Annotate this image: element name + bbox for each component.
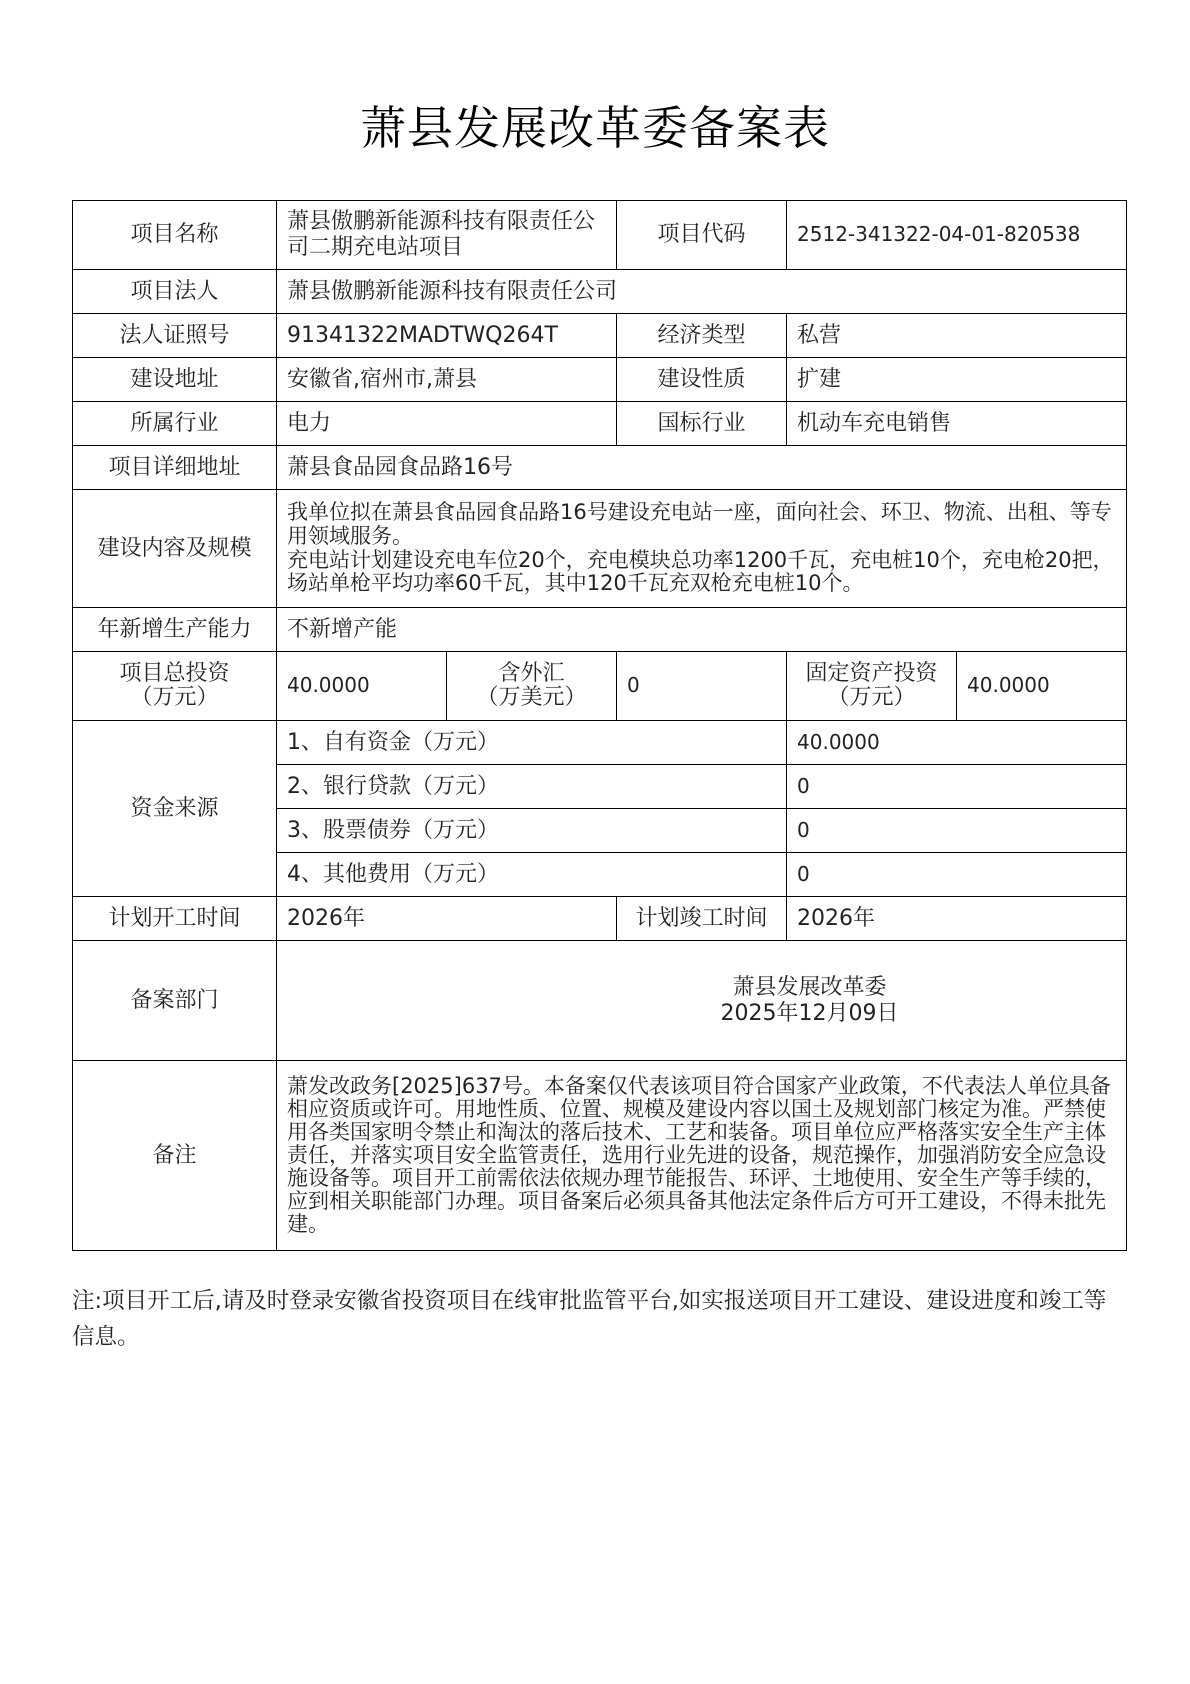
funding-item-label: 2、银行贷款（万元） xyxy=(277,765,787,809)
scope-value xyxy=(277,490,1127,608)
nature-label: 建设性质 xyxy=(617,358,787,402)
project-name-label: 项目名称 xyxy=(73,201,277,270)
scope-label: 建设内容及规模 xyxy=(73,490,277,608)
capacity-label: 年新增生产能力 xyxy=(73,608,277,652)
row-scope xyxy=(73,490,1127,608)
project-name-value: 萧县傲鹏新能源科技有限责任公司二期充电站项目 xyxy=(277,201,617,270)
start-time-label: 计划开工时间 xyxy=(73,897,277,941)
funding-item-label: 4、其他费用（万元） xyxy=(277,853,787,897)
total-invest-label xyxy=(73,652,277,721)
foreign-label-line1: 含外汇 xyxy=(498,661,565,687)
total-invest-label-line2: （万元） xyxy=(130,685,219,710)
finish-time-label: 计划竣工时间 xyxy=(617,897,787,941)
funding-item-label: 1、自有资金（万元） xyxy=(277,721,787,765)
address-label: 项目详细地址 xyxy=(73,446,277,490)
fixed-invest-value: 40.0000 xyxy=(957,652,1127,721)
legal-person-label: 项目法人 xyxy=(73,270,277,314)
location-value: 安徽省,宿州市,萧县 xyxy=(277,358,617,402)
finish-time-value: 2026年 xyxy=(787,897,1127,941)
remark-value: 萧发改政务[2025]637号。本备案仅代表该项目符合国家产业政策，不代表法人单位具备相应资质或许可。用地性质、位置、规模及建设内容以国土及规划部门核定为准。严禁使用各类国家明令禁止和淘汰的落后技术、工艺和装备。项目单位应严格落实安全生产主体责任，并落实项目安全监管责任，选用行业先进的设备，规范操作，加强消防安全应急设施设备等。项目开工前需依法依规办理节能报告、环评、土地使用、安全生产等手续的，应到相关职能部门办理。项目备案后必须具备其他法定条件后方可开工建设，不得未批先建。 xyxy=(277,1061,1127,1251)
funding-item-value: 40.0000 xyxy=(787,721,1127,765)
foreign-label-line2: （万美元） xyxy=(476,685,587,710)
row-remark xyxy=(73,1061,1127,1251)
department-stamp xyxy=(277,941,1127,1061)
footer-note: 注:项目开工后,请及时登录安徽省投资项目在线审批监管平台,如实报送项目开工建设、建设进度和竣工等信息。 xyxy=(72,1288,1107,1350)
row-address xyxy=(73,446,1127,490)
row-legal-person xyxy=(73,270,1127,314)
capacity-value: 不新增产能 xyxy=(277,608,1127,652)
row-project-name xyxy=(73,201,1127,270)
row-industry xyxy=(73,402,1127,446)
nature-value: 扩建 xyxy=(787,358,1127,402)
funding-item-value: 0 xyxy=(787,853,1127,897)
industry-value: 电力 xyxy=(277,402,617,446)
funding-label: 资金来源 xyxy=(73,721,277,897)
row-schedule xyxy=(73,897,1127,941)
industry-label: 所属行业 xyxy=(73,402,277,446)
scope-line-2: 充电站计划建设充电车位20个，充电模块总功率1200千瓦，充电桩10个，充电枪20把，场站单枪平均功率60千瓦，其中120千瓦充双枪充电桩10个。 xyxy=(287,547,1114,596)
foreign-value: 0 xyxy=(617,652,787,721)
department-label: 备案部门 xyxy=(73,941,277,1061)
project-code-value: 2512-341322-04-01-820538 xyxy=(787,201,1127,270)
total-invest-value: 40.0000 xyxy=(277,652,447,721)
start-time-value: 2026年 xyxy=(277,897,617,941)
row-department xyxy=(73,941,1127,1061)
row-funding-1 xyxy=(73,721,1127,765)
national-industry-label: 国标行业 xyxy=(617,402,787,446)
department-date: 2025年12月09日 xyxy=(720,1000,899,1026)
funding-item-value: 0 xyxy=(787,809,1127,853)
funding-item-value: 0 xyxy=(787,765,1127,809)
foreign-label xyxy=(447,652,617,721)
funding-item-label: 3、股票债券（万元） xyxy=(277,809,787,853)
license-value: 91341322MADTWQ264T xyxy=(277,314,617,358)
row-capacity xyxy=(73,608,1127,652)
fixed-invest-label-line2: （万元） xyxy=(827,685,916,710)
page-title: 萧县发展改革委备案表 xyxy=(360,101,830,155)
row-location xyxy=(73,358,1127,402)
row-license xyxy=(73,314,1127,358)
location-label: 建设地址 xyxy=(73,358,277,402)
remark-label: 备注 xyxy=(73,1061,277,1251)
license-label: 法人证照号 xyxy=(73,314,277,358)
department-name: 萧县发展改革委 xyxy=(732,974,887,1000)
fixed-invest-label xyxy=(787,652,957,721)
record-form-table xyxy=(72,200,1127,1251)
project-code-label: 项目代码 xyxy=(617,201,787,270)
economy-type-label: 经济类型 xyxy=(617,314,787,358)
national-industry-value: 机动车充电销售 xyxy=(787,402,1127,446)
address-value: 萧县食品园食品路16号 xyxy=(277,446,1127,490)
scope-line-1: 我单位拟在萧县食品园食品路16号建设充电站一座，面向社会、环卫、物流、出租、等专用领域服务。 xyxy=(287,500,1112,548)
fixed-invest-label-line1: 固定资产投资 xyxy=(805,661,938,687)
legal-person-value: 萧县傲鹏新能源科技有限责任公司 xyxy=(277,270,1127,314)
row-investment xyxy=(73,652,1127,721)
economy-type-value: 私营 xyxy=(787,314,1127,358)
total-invest-label-line1: 项目总投资 xyxy=(119,661,230,687)
